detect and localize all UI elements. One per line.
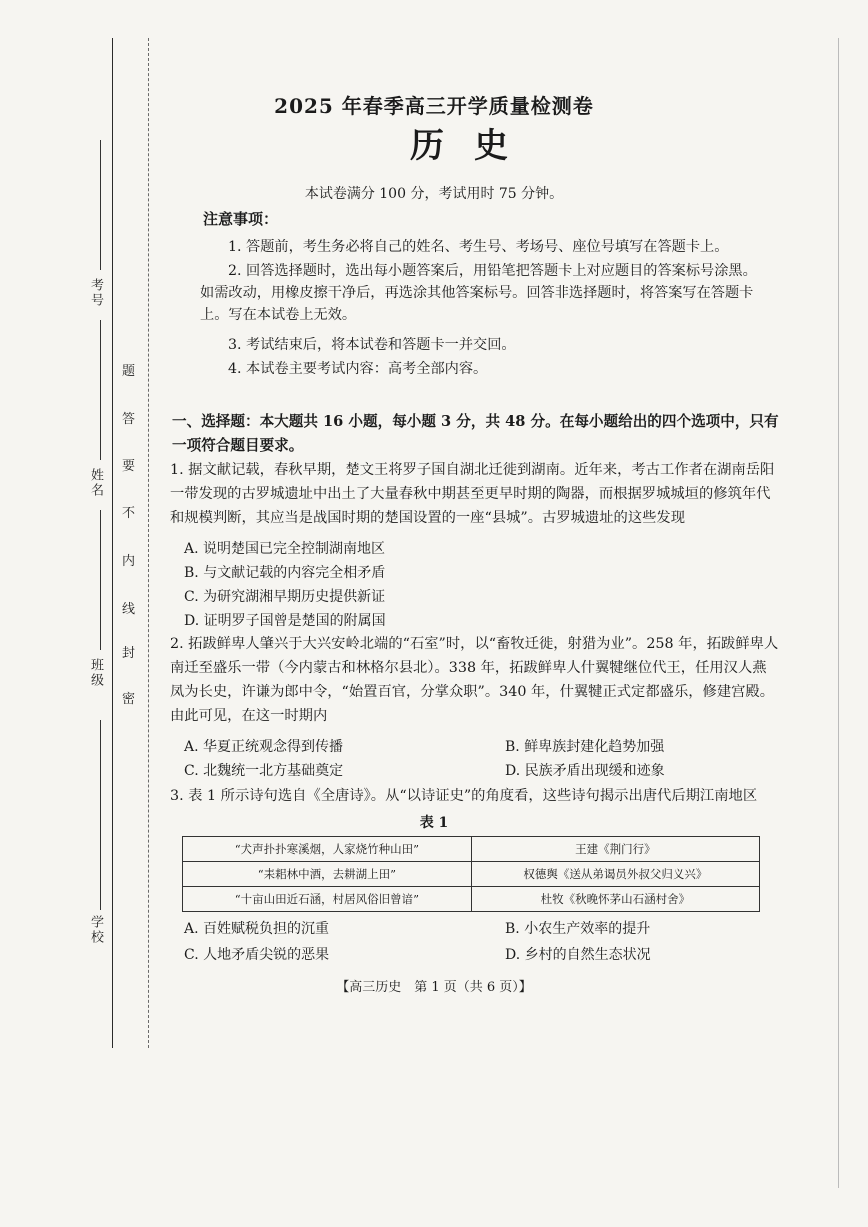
school-label: 学校 (88, 915, 103, 945)
table-cell-source: 王建《荆门行》 (471, 837, 759, 862)
notice-item: 3. 考试结束后，将本试卷和答题卡一并交回。 (228, 337, 516, 353)
page-footer: 【高三历史 第 1 页（共 6 页）】 (336, 980, 532, 995)
seal-char: 题 (122, 364, 136, 379)
q1-option-c[interactable]: C. 为研究湖湘早期历史提供新证 (184, 589, 386, 605)
table-title: 表 1 (419, 815, 449, 831)
table-row (183, 887, 760, 912)
question-stem-3: 3. 表 1 所示诗句选自《全唐诗》。从“以诗证史”的角度看，这些诗句揭示出唐代后期江南地区 (170, 788, 758, 804)
table-cell-poem: “犬声扑扑寒溪烟，人家烧竹种山田” (183, 837, 472, 862)
exam-title: 2025 年春季高三开学质量检测卷 (274, 94, 594, 118)
table-row (183, 862, 760, 887)
table-row (183, 837, 760, 862)
table-cell-poem: “耒耜林中酒，去耕湖上田” (183, 862, 472, 887)
q3-option-c[interactable]: C. 人地矛盾尖锐的恶果 (184, 947, 330, 963)
question-stem-2: 2. 拓跋鲜卑人肇兴于大兴安岭北端的“石室”时，以“畜牧迁徙，射猎为业”。258 年，拓跋鲜卑人南迁至盛乐一带（今内蒙古和林格尔县北）。338 年，拓跋鲜卑人什翼犍继位代王，任用汉人燕凤为长史，许谦为郎中令，“始置百官，分掌众职”。340 年，什翼犍正式定都盛乐，修建宫殿。由此可见，在这一时期内 (170, 636, 779, 724)
q2-option-c[interactable]: C. 北魏统一北方基础奠定 (184, 763, 344, 779)
seal-char: 内 (122, 554, 136, 569)
score-info: 本试卷满分 100 分，考试用时 75 分钟。 (304, 186, 564, 202)
q3-option-a[interactable]: A. 百姓赋税负担的沉重 (184, 921, 330, 937)
notice-item: 4. 本试卷主要考试内容：高考全部内容。 (228, 361, 488, 377)
seal-char: 答 (122, 412, 136, 427)
q2-option-a[interactable]: A. 华夏正统观念得到传播 (184, 739, 344, 755)
seal-char: 不 (122, 506, 136, 521)
table-cell-source: 权德舆《送从弟谒员外叔父归义兴》 (471, 862, 759, 887)
q3-option-d[interactable]: D. 乡村的自然生态状况 (505, 947, 651, 963)
notice-item: 1. 答题前，考生务必将自己的姓名、考生号、考场号、座位号填写在答题卡上。 (228, 239, 729, 255)
poem-table (182, 836, 760, 912)
exam-number-blank[interactable] (100, 140, 101, 270)
subject-title: 历史 (410, 126, 538, 166)
seal-char: 线 (122, 602, 136, 617)
q1-option-b[interactable]: B. 与文献记载的内容完全相矛盾 (184, 565, 386, 581)
q3-option-b[interactable]: B. 小农生产效率的提升 (505, 921, 651, 937)
seal-char: 封 (122, 646, 136, 661)
table-cell-source: 杜牧《秋晚怀茅山石涵村舍》 (471, 887, 759, 912)
question-stem-1: 1. 据文献记载，春秋早期，楚文王将罗子国自湖北迁徙到湖南。近年来，考古工作者在湖南岳阳一带发现的古罗城遗址中出土了大量春秋中期甚至更早时期的陶器，而根据罗城城垣的修筑年代和规模判断，其应当是战国时期的楚国设置的一座“县城”。古罗城遗址的这些发现 (170, 462, 775, 526)
seal-char: 密 (122, 692, 136, 707)
q2-option-b[interactable]: B. 鲜卑族封建化趋势加强 (505, 739, 665, 755)
section-heading: 一、选择题：本大题共 16 小题，每小题 3 分，共 48 分。在每小题给出的四个选项中，只有一项符合题目要求。 (172, 413, 779, 454)
q2-option-d[interactable]: D. 民族矛盾出现缓和迹象 (505, 763, 665, 779)
exam-number-label: 考号 (88, 278, 103, 308)
name-label: 姓名 (88, 468, 103, 498)
name-blank[interactable] (100, 320, 101, 460)
seal-char: 要 (122, 459, 136, 474)
class-blank[interactable] (100, 510, 101, 650)
notice-item: 2. 回答选择题时，选出每小题答案后，用铅笔把答题卡上对应题目的答案标号涂黑。如需改动，用橡皮擦干净后，再选涂其他答案标号。回答非选择题时，将答案写在答题卡上。写在本试卷上无效。 (200, 263, 757, 323)
q1-option-d[interactable]: D. 证明罗子国曾是楚国的附属国 (184, 613, 386, 629)
class-label: 班级 (88, 658, 103, 688)
q1-option-a[interactable]: A. 说明楚国已完全控制湖南地区 (184, 541, 386, 557)
right-edge-rule (838, 38, 839, 1188)
notice-heading: 注意事项： (203, 210, 279, 228)
table-cell-poem: “十亩山田近石涵，村居风俗旧曾谙” (183, 887, 472, 912)
